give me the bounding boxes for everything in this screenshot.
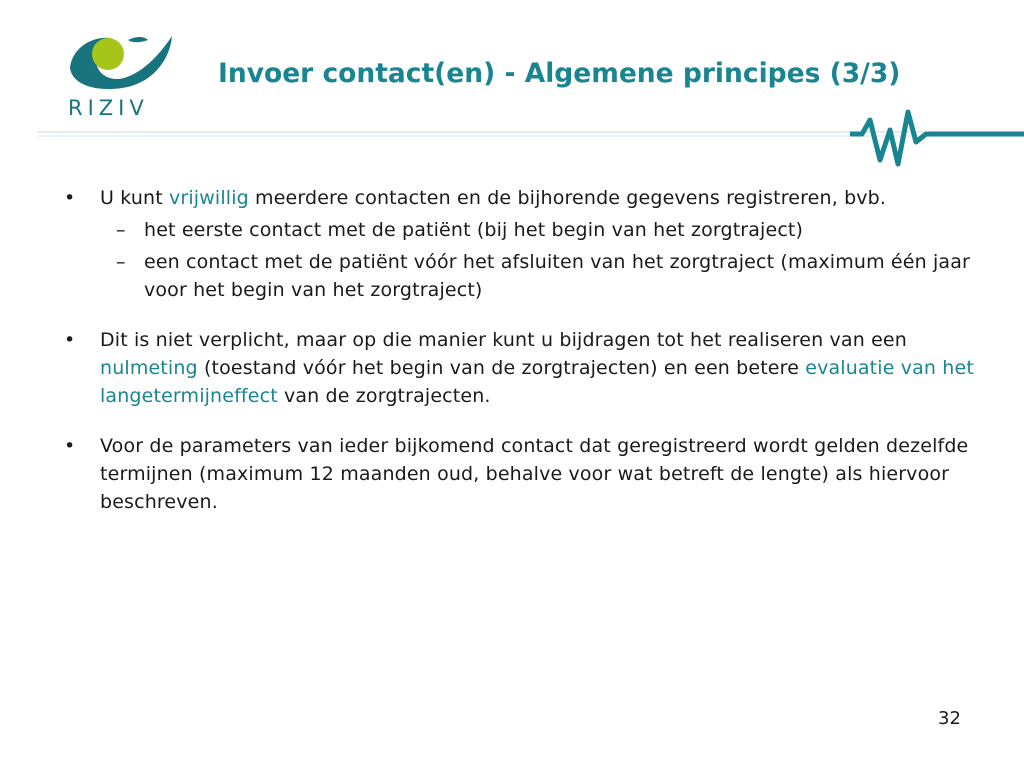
- heartbeat-divider: [0, 92, 1024, 182]
- page-title: Invoer contact(en) - Algemene principes (3/3): [218, 58, 901, 89]
- bullet-mark: •: [64, 187, 76, 209]
- slide-content: [60, 184, 980, 538]
- logo-text: RIZIV: [68, 96, 149, 120]
- bullet-2-highlight-1: nulmeting: [100, 357, 198, 379]
- sub-item-1-text: het eerste contact met de patiënt (bij het begin van het zorgtraject): [144, 219, 804, 241]
- bullet-2-highlight-2: evaluatie van het langetermijneffect: [100, 357, 974, 407]
- bullet-mark: •: [64, 329, 76, 351]
- riziv-logo-graphic: [62, 30, 180, 100]
- bullet-item-3: [60, 432, 980, 516]
- dash-mark: –: [116, 219, 126, 241]
- page-number: 32: [938, 708, 961, 729]
- bullet-item-2: [60, 326, 980, 410]
- bullet-item-1: [60, 184, 980, 304]
- bullet-mark: •: [64, 435, 76, 457]
- sub-item-2-text: een contact met de patiënt vóór het afsluiten van het zorgtraject (maximum één jaar voor het begin van het zorgtraject): [144, 251, 970, 301]
- dash-mark: –: [116, 251, 126, 273]
- bullet-1-text-before: U kunt: [100, 187, 169, 209]
- bullet-2-part1: Dit is niet verplicht, maar op die manier kunt u bijdragen tot het realiseren van een: [100, 329, 907, 351]
- sub-item-2: [60, 248, 980, 304]
- bullet-3-text: Voor de parameters van ieder bijkomend contact dat geregistreerd wordt gelden dezelfde termijnen (maximum 12 maanden oud, behalve voor wat betreft de lengte) als hiervoor beschreven.: [100, 435, 969, 513]
- bullet-2-part3: van de zorgtrajecten.: [277, 385, 491, 407]
- bullet-2-part2: (toestand vóór het begin van de zorgtrajecten) en een betere: [197, 357, 806, 379]
- bullet-1-highlight: vrijwillig: [169, 187, 249, 209]
- bullet-1-text-after: meerdere contacten en de bijhorende gegevens registreren, bvb.: [248, 187, 887, 209]
- sub-item-1: [60, 216, 980, 244]
